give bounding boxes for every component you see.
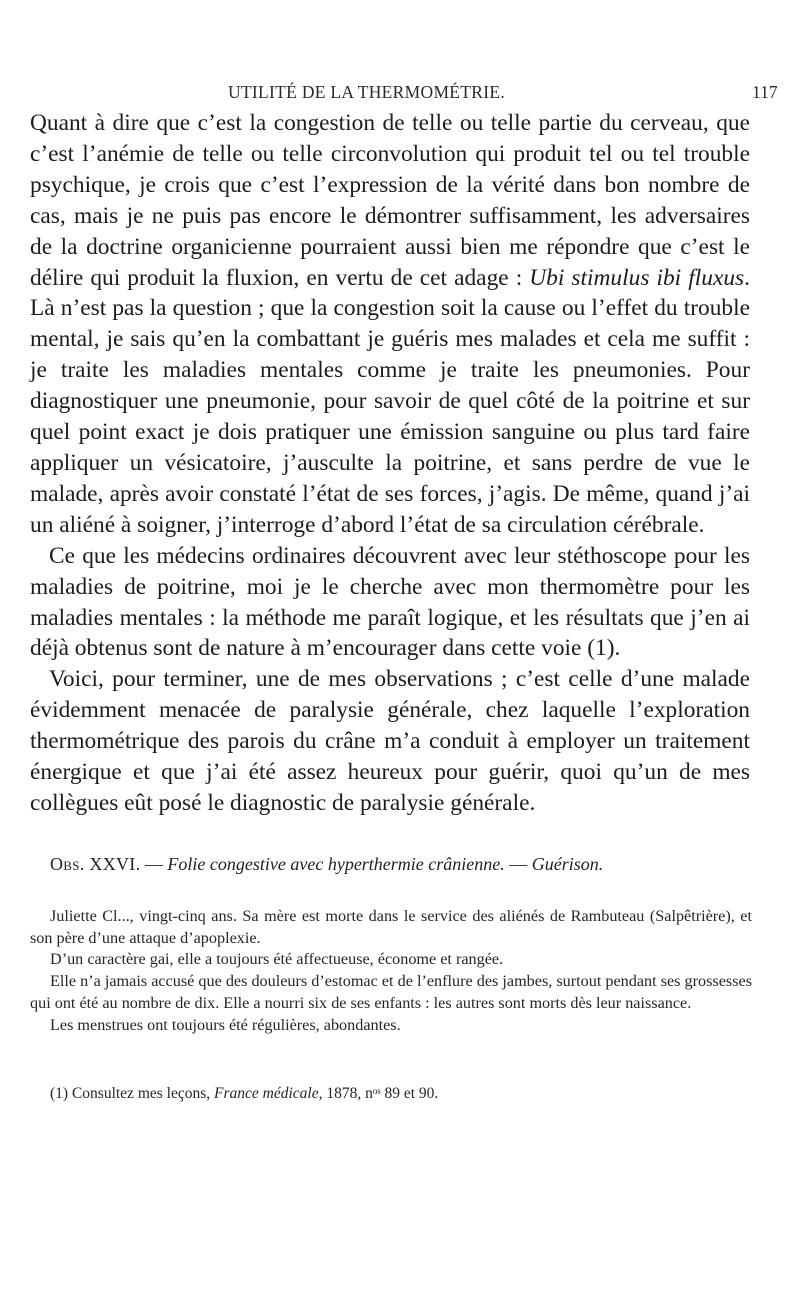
case-line: D’un caractère gai, elle a toujours été affectueuse, économe et rangée.: [50, 950, 504, 969]
paragraph-1-part-1: Quant à dire que c’est la congestion de telle ou telle partie du cerveau, que c’est l’anémie de telle ou telle circonvolution qui produit tel ou tel trouble psychique, je crois que c’est l’expression de la vérité dans bon nombre de cas, mais je ne puis pas encore le démontrer suffisamment, les adversaires de la doctrine organicienne pourraient aussi bien me répondre que c’est le délire qui produit la fluxion, en vertu de cet adage :: [30, 110, 750, 291]
paragraph-3: Voici, pour terminer, une de mes observations ; c’est celle d’une malade évidemment menacée de paralysie générale, chez laquelle l’exploration thermométrique des parois du crâne m’a conduit à employer un traitement énergique et que j’ai été assez heureux pour guérir, quoi qu’un de mes collègues eût posé le diagnostic de paralysie générale.: [30, 666, 750, 816]
paragraph-2: Ce que les médecins ordinaires découvrent avec leur stéthoscope pour les maladies de poitrine, moi je le cherche avec mon thermomètre pour les maladies mentales : la méthode me paraît logique, et les résultats que j’en ai déjà obtenus sont de nature à m’encourager dans cette voie (1).: [30, 542, 750, 662]
observation-dash-2: —: [504, 854, 532, 874]
observation-dash-1: —: [140, 854, 168, 874]
case-line: Juliette Cl..., vingt-cinq ans. Sa mère est morte dans le service des aliénés de Rambuteau (Salpêtrière), et son père d’une attaque d’apoplexie.: [30, 907, 752, 947]
footnote-journal: France médicale: [214, 1085, 319, 1102]
page-header: [0, 82, 801, 106]
observation-heading: [30, 852, 750, 876]
observation-subtitle: Guérison.: [531, 854, 604, 874]
observation-title: Folie congestive avec hyperthermie crânienne.: [167, 854, 505, 874]
case-history: [30, 906, 752, 1036]
footnote-suffix: , 1878, nᵒˢ 89 et 90.: [318, 1085, 439, 1102]
footnote-prefix: (1) Consultez mes leçons,: [50, 1085, 215, 1102]
observation-label: Obs. XXVI.: [50, 854, 141, 874]
page-number: 117: [752, 82, 778, 102]
running-title: UTILITÉ DE LA THERMOMÉTRIE.: [228, 82, 506, 102]
footnote: [50, 1084, 750, 1104]
paragraph-1-part-2: . Là n’est pas la question ; que la congestion soit la cause ou l’effet du trouble mental, je sais qu’en la combattant je guéris mes malades et cela me suffit : je traite les maladies mentales comme je traite les pneumonies. Pour diagnostiquer une pneumonie, pour savoir de quel côté de la poitrine et sur quel point exact je dois pratiquer une émission sanguine ou plus tard faire appliquer un vésicatoire, j’ausculte la poitrine, et sans perdre de vue le malade, après avoir constaté l’état de ses forces, j’agis. De même, quand j’ai un aliéné à soigner, j’interroge d’abord l’état de sa circulation cérébrale.: [30, 264, 750, 538]
latin-adage: Ubi stimulus ibi fluxus: [529, 264, 745, 291]
case-line: Les menstrues ont toujours été régulières, abondantes.: [50, 1015, 401, 1034]
case-line: Elle n’a jamais accusé que des douleurs d’estomac et de l’enflure des jambes, surtout pendant ses grossesses qui ont été au nombre de dix. Elle a nourri six de ses enfants : les autres sont morts dès leur naissance.: [30, 972, 752, 1012]
main-text: [30, 108, 750, 819]
paragraph-1: [30, 108, 750, 541]
